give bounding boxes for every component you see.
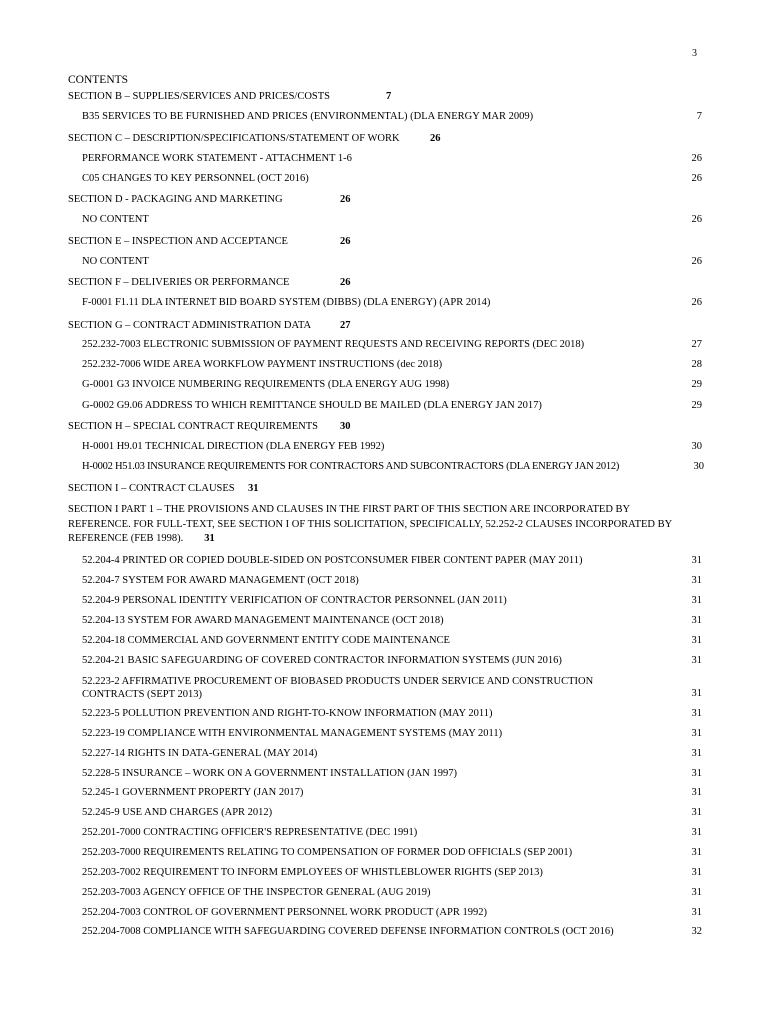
toc-entry-label: NO CONTENT bbox=[82, 214, 149, 225]
toc-section-f[interactable] bbox=[68, 277, 770, 288]
toc-clause-label: 52.204-18 COMMERCIAL AND GOVERNMENT ENTITY CODE MAINTENANCE bbox=[82, 635, 450, 646]
toc-section-h[interactable] bbox=[68, 421, 770, 432]
section-i-part1-paragraph[interactable] bbox=[68, 503, 690, 547]
toc-entry-label: H-0001 H9.01 TECHNICAL DIRECTION (DLA ENERGY FEB 1992) bbox=[82, 441, 385, 452]
toc-clause-label: 252.203-7000 REQUIREMENTS RELATING TO COMPENSATION OF FORMER DOD OFFICIALS (SEP 2001) bbox=[82, 847, 573, 858]
toc-clause-label: 52.204-4 PRINTED OR COPIED DOUBLE-SIDED ON POSTCONSUMER FIBER CONTENT PAPER (MAY 2011) bbox=[82, 555, 583, 566]
toc-entry-page: 28 bbox=[691, 359, 702, 370]
toc-section-g[interactable] bbox=[68, 320, 770, 331]
toc-entry-page: 26 bbox=[691, 214, 702, 225]
toc-clause-page: 31 bbox=[691, 847, 702, 858]
toc-clause-page: 31 bbox=[691, 708, 702, 719]
toc-section-label: SECTION I – CONTRACT CLAUSES bbox=[68, 483, 235, 494]
toc-entry-label: 252.232-7003 ELECTRONIC SUBMISSION OF PAYMENT REQUESTS AND RECEIVING REPORTS (DEC 2018) bbox=[82, 339, 585, 350]
toc-clause-label: 252.203-7002 REQUIREMENT TO INFORM EMPLOYEES OF WHISTLEBLOWER RIGHTS (SEP 2013) bbox=[82, 867, 543, 878]
toc-section-page: 26 bbox=[340, 194, 351, 205]
toc-clause-page: 31 bbox=[691, 867, 702, 878]
toc-clause-label: 52.245-1 GOVERNMENT PROPERTY (JAN 2017) bbox=[82, 787, 304, 798]
toc-clause-page: 31 bbox=[691, 807, 702, 818]
toc-section-label: SECTION D - PACKAGING AND MARKETING bbox=[68, 194, 283, 205]
toc-clause-page: 31 bbox=[691, 575, 702, 586]
toc-clause-page: 31 bbox=[691, 887, 702, 898]
toc-entry-label: C05 CHANGES TO KEY PERSONNEL (OCT 2016) bbox=[82, 173, 309, 184]
toc-clause-label: 52.223-2 AFFIRMATIVE PROCUREMENT OF BIOBASED PRODUCTS UNDER SERVICE AND CONSTRUCTION CONTRACTS (SEPT 2013) bbox=[82, 676, 594, 700]
toc-section-c[interactable] bbox=[68, 133, 770, 144]
toc-clause-label: 52.223-5 POLLUTION PREVENTION AND RIGHT-TO-KNOW INFORMATION (MAY 2011) bbox=[82, 708, 493, 719]
toc-entry-page: 30 bbox=[693, 461, 704, 472]
toc-entry-page: 7 bbox=[696, 111, 702, 122]
toc-clause-page: 31 bbox=[691, 768, 702, 779]
toc-entry-label: NO CONTENT bbox=[82, 256, 149, 267]
toc-entry-page: 26 bbox=[691, 297, 702, 308]
toc-section-label: SECTION F – DELIVERIES OR PERFORMANCE bbox=[68, 277, 290, 288]
toc-section-label: SECTION H – SPECIAL CONTRACT REQUIREMENTS bbox=[68, 421, 318, 432]
toc-clause[interactable] bbox=[0, 675, 770, 703]
toc-section-page: 26 bbox=[340, 277, 351, 288]
contents-title: CONTENTS bbox=[68, 74, 129, 86]
toc-clause-label: 252.203-7003 AGENCY OFFICE OF THE INSPECTOR GENERAL (AUG 2019) bbox=[82, 887, 431, 898]
toc-entry-page: 29 bbox=[691, 379, 702, 390]
toc-entry-label: G-0001 G3 INVOICE NUMBERING REQUIREMENTS (DLA ENERGY AUG 1998) bbox=[82, 379, 450, 390]
toc-clause-page: 31 bbox=[691, 907, 702, 918]
toc-clause-label: 52.204-7 SYSTEM FOR AWARD MANAGEMENT (OCT 2018) bbox=[82, 575, 359, 586]
toc-section-page: 26 bbox=[430, 133, 441, 144]
toc-clause-page: 31 bbox=[691, 655, 702, 666]
toc-section-page: 31 bbox=[248, 483, 259, 494]
toc-entry-page: 26 bbox=[691, 173, 702, 184]
toc-clause-page: 31 bbox=[691, 688, 702, 699]
part1-page: 31 bbox=[204, 533, 215, 544]
part1-text: SECTION I PART 1 – THE PROVISIONS AND CLAUSES IN THE FIRST PART OF THIS SECTION ARE INCORPORATED BY REFERENCE. FOR FULL-TEXT, SEE SECTION I OF THIS SOLICITATION, SPECIFICALLY, 52.252-2 CLAUSES INCORPORATED BY REFERENCE (FEB 1998). bbox=[68, 504, 672, 544]
toc-entry-label: B35 SERVICES TO BE FURNISHED AND PRICES (ENVIRONMENTAL) (DLA ENERGY MAR 2009) bbox=[82, 111, 534, 122]
toc-section-e[interactable] bbox=[68, 236, 770, 247]
toc-section-i[interactable] bbox=[68, 483, 770, 494]
toc-clause-label: 252.204-7008 COMPLIANCE WITH SAFEGUARDING COVERED DEFENSE INFORMATION CONTROLS (OCT 2016) bbox=[82, 926, 614, 937]
toc-clause-label: 52.227-14 RIGHTS IN DATA-GENERAL (MAY 2014) bbox=[82, 748, 318, 759]
toc-entry-page: 30 bbox=[691, 441, 702, 452]
toc-entry-label: F-0001 F1.11 DLA INTERNET BID BOARD SYSTEM (DIBBS) (DLA ENERGY) (APR 2014) bbox=[82, 297, 491, 308]
toc-clause-label: 252.204-7003 CONTROL OF GOVERNMENT PERSONNEL WORK PRODUCT (APR 1992) bbox=[82, 907, 487, 918]
toc-entry-page: 26 bbox=[691, 153, 702, 164]
toc-clause-label: 252.201-7000 CONTRACTING OFFICER'S REPRESENTATIVE (DEC 1991) bbox=[82, 827, 418, 838]
toc-entry-label: H-0002 H51.03 INSURANCE REQUIREMENTS FOR CONTRACTORS AND SUBCONTRACTORS (DLA ENERGY JAN 2012) bbox=[82, 461, 620, 472]
toc-section-page: 7 bbox=[386, 91, 392, 102]
toc-clause-label: 52.245-9 USE AND CHARGES (APR 2012) bbox=[82, 807, 273, 818]
toc-clause-label: 52.204-21 BASIC SAFEGUARDING OF COVERED CONTRACTOR INFORMATION SYSTEMS (JUN 2016) bbox=[82, 655, 562, 666]
toc-entry-page: 29 bbox=[691, 400, 702, 411]
toc-section-d[interactable] bbox=[68, 194, 770, 205]
toc-clause-page: 31 bbox=[691, 555, 702, 566]
toc-section-label: SECTION C – DESCRIPTION/SPECIFICATIONS/STATEMENT OF WORK bbox=[68, 133, 400, 144]
toc-clause-page: 31 bbox=[691, 635, 702, 646]
toc-entry-label: 252.232-7006 WIDE AREA WORKFLOW PAYMENT INSTRUCTIONS (dec 2018) bbox=[82, 359, 443, 370]
toc-section-page: 27 bbox=[340, 320, 351, 331]
toc-section-label: SECTION B – SUPPLIES/SERVICES AND PRICES/COSTS bbox=[68, 91, 331, 102]
toc-section-page: 26 bbox=[340, 236, 351, 247]
toc-entry-label: PERFORMANCE WORK STATEMENT - ATTACHMENT 1-6 bbox=[82, 153, 352, 164]
toc-clause-label: 52.204-9 PERSONAL IDENTITY VERIFICATION OF CONTRACTOR PERSONNEL (JAN 2011) bbox=[82, 595, 507, 606]
toc-clause-page: 31 bbox=[691, 827, 702, 838]
toc-clause-label: 52.223-19 COMPLIANCE WITH ENVIRONMENTAL MANAGEMENT SYSTEMS (MAY 2011) bbox=[82, 728, 503, 739]
page-number: 3 bbox=[692, 48, 697, 59]
toc-section-label: SECTION E – INSPECTION AND ACCEPTANCE bbox=[68, 236, 288, 247]
toc-entry-label: G-0002 G9.06 ADDRESS TO WHICH REMITTANCE SHOULD BE MAILED (DLA ENERGY JAN 2017) bbox=[82, 400, 542, 411]
toc-section-label: SECTION G – CONTRACT ADMINISTRATION DATA bbox=[68, 320, 312, 331]
toc-section-page: 30 bbox=[340, 421, 351, 432]
toc-clause-page: 32 bbox=[691, 926, 702, 937]
toc-clause-page: 31 bbox=[691, 748, 702, 759]
toc-clause-page: 31 bbox=[691, 615, 702, 626]
toc-clause-page: 31 bbox=[691, 787, 702, 798]
toc-clause-page: 31 bbox=[691, 595, 702, 606]
toc-clause-label: 52.204-13 SYSTEM FOR AWARD MANAGEMENT MAINTENANCE (OCT 2018) bbox=[82, 615, 444, 626]
toc-clause-page: 31 bbox=[691, 728, 702, 739]
toc-clause-label: 52.228-5 INSURANCE – WORK ON A GOVERNMENT INSTALLATION (JAN 1997) bbox=[82, 768, 458, 779]
toc-entry-page: 26 bbox=[691, 256, 702, 267]
toc-entry-page: 27 bbox=[691, 339, 702, 350]
toc-section-b[interactable] bbox=[68, 91, 770, 102]
